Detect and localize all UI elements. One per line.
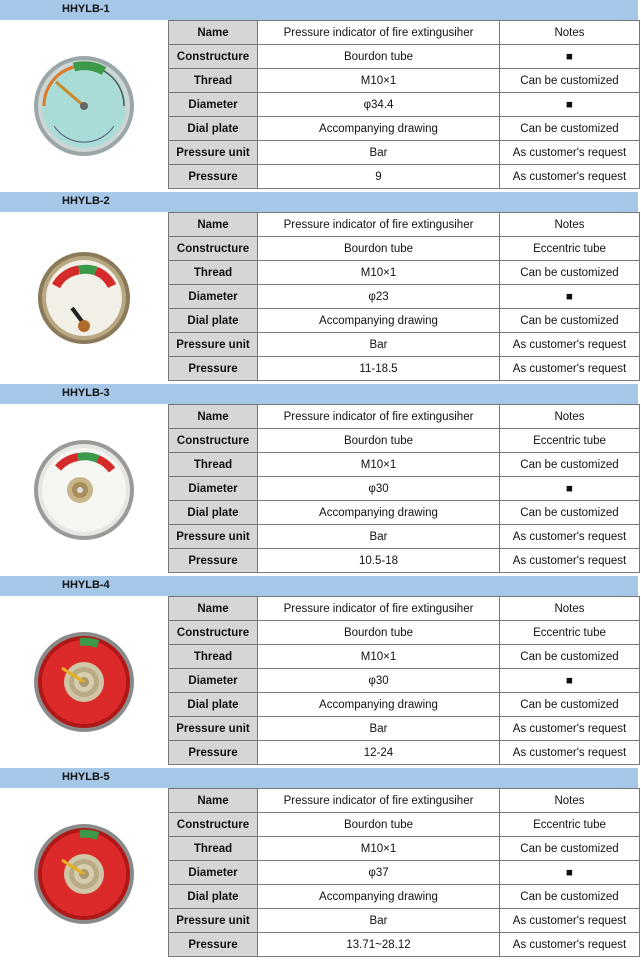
spec-note: As customer's request	[500, 717, 640, 741]
spec-label: Pressure unit	[169, 909, 258, 933]
spec-note: As customer's request	[500, 933, 640, 957]
gauge-icon	[0, 404, 168, 576]
spec-label: Pressure	[169, 933, 258, 957]
spec-table	[168, 788, 640, 957]
spec-label: Constructure	[169, 45, 258, 69]
spec-row	[169, 165, 640, 189]
model-title: HHYLB-1	[62, 3, 110, 15]
spec-value: φ34.4	[258, 93, 500, 117]
spec-value: Pressure indicator of fire extingusiher	[258, 789, 500, 813]
spec-note: Can be customized	[500, 453, 640, 477]
spec-label: Dial plate	[169, 117, 258, 141]
spec-value: Bar	[258, 717, 500, 741]
spec-label: Thread	[169, 261, 258, 285]
spec-label: Diameter	[169, 285, 258, 309]
model-title: HHYLB-2	[62, 195, 110, 207]
spec-label: Thread	[169, 69, 258, 93]
spec-label: Diameter	[169, 477, 258, 501]
spec-row	[169, 405, 640, 429]
spec-label: Diameter	[169, 93, 258, 117]
spec-row	[169, 549, 640, 573]
spec-row	[169, 237, 640, 261]
spec-value: 9	[258, 165, 500, 189]
spec-value: M10×1	[258, 645, 500, 669]
gauge-icon	[0, 788, 168, 960]
spec-note: ■	[500, 93, 640, 117]
section-header	[0, 768, 638, 788]
spec-label: Thread	[169, 837, 258, 861]
spec-row	[169, 885, 640, 909]
spec-note: ■	[500, 861, 640, 885]
spec-label: Pressure unit	[169, 717, 258, 741]
spec-row	[169, 93, 640, 117]
spec-value: 12-24	[258, 741, 500, 765]
spec-note: Can be customized	[500, 309, 640, 333]
spec-note: Can be customized	[500, 261, 640, 285]
spec-note: As customer's request	[500, 741, 640, 765]
spec-label: Constructure	[169, 621, 258, 645]
spec-label: Pressure	[169, 165, 258, 189]
spec-value: Accompanying drawing	[258, 885, 500, 909]
spec-note: Can be customized	[500, 117, 640, 141]
spec-note: Can be customized	[500, 693, 640, 717]
spec-note: As customer's request	[500, 549, 640, 573]
spec-note: Eccentric tube	[500, 621, 640, 645]
spec-label: Pressure	[169, 357, 258, 381]
spec-label: Diameter	[169, 861, 258, 885]
spec-row	[169, 309, 640, 333]
spec-label: Pressure	[169, 549, 258, 573]
spec-value: Accompanying drawing	[258, 309, 500, 333]
spec-value: Pressure indicator of fire extingusiher	[258, 21, 500, 45]
spec-note: Eccentric tube	[500, 429, 640, 453]
spec-note: As customer's request	[500, 525, 640, 549]
spec-label: Dial plate	[169, 693, 258, 717]
product-section	[0, 192, 641, 384]
gauge-icon	[0, 212, 168, 384]
section-header	[0, 192, 638, 212]
spec-value: Bar	[258, 525, 500, 549]
spec-note: ■	[500, 669, 640, 693]
spec-row	[169, 45, 640, 69]
spec-label: Constructure	[169, 813, 258, 837]
spec-row	[169, 741, 640, 765]
spec-note: ■	[500, 477, 640, 501]
spec-value: φ23	[258, 285, 500, 309]
spec-row	[169, 117, 640, 141]
spec-note: Can be customized	[500, 645, 640, 669]
spec-note: ■	[500, 45, 640, 69]
spec-value: 11-18.5	[258, 357, 500, 381]
gauge-photo	[0, 788, 168, 960]
spec-row	[169, 861, 640, 885]
spec-label: Name	[169, 597, 258, 621]
spec-note: As customer's request	[500, 333, 640, 357]
spec-label: Constructure	[169, 237, 258, 261]
spec-note: Can be customized	[500, 501, 640, 525]
spec-row	[169, 717, 640, 741]
spec-label: Dial plate	[169, 885, 258, 909]
spec-label: Pressure unit	[169, 333, 258, 357]
spec-value: Accompanying drawing	[258, 117, 500, 141]
spec-label: Name	[169, 789, 258, 813]
model-title: HHYLB-5	[62, 771, 110, 783]
spec-label: Pressure unit	[169, 141, 258, 165]
spec-value: φ30	[258, 669, 500, 693]
spec-table	[168, 404, 640, 573]
spec-value: Bourdon tube	[258, 429, 500, 453]
spec-value: Bourdon tube	[258, 621, 500, 645]
spec-value: Bar	[258, 909, 500, 933]
spec-row	[169, 453, 640, 477]
spec-table	[168, 596, 640, 765]
spec-value: Accompanying drawing	[258, 693, 500, 717]
spec-note: As customer's request	[500, 909, 640, 933]
spec-row	[169, 69, 640, 93]
spec-value: Pressure indicator of fire extingusiher	[258, 213, 500, 237]
spec-row	[169, 669, 640, 693]
spec-value: M10×1	[258, 261, 500, 285]
spec-row	[169, 285, 640, 309]
spec-label: Pressure	[169, 741, 258, 765]
spec-label: Name	[169, 21, 258, 45]
spec-note: As customer's request	[500, 141, 640, 165]
spec-row	[169, 357, 640, 381]
spec-value: Bourdon tube	[258, 237, 500, 261]
spec-note: Can be customized	[500, 69, 640, 93]
spec-value: Bar	[258, 141, 500, 165]
spec-value: Accompanying drawing	[258, 501, 500, 525]
spec-note: Notes	[500, 213, 640, 237]
spec-label: Diameter	[169, 669, 258, 693]
spec-value: Bourdon tube	[258, 813, 500, 837]
spec-row	[169, 213, 640, 237]
gauge-icon	[0, 20, 168, 192]
spec-row	[169, 21, 640, 45]
gauge-photo	[0, 20, 168, 192]
spec-note: Eccentric tube	[500, 237, 640, 261]
spec-value: φ30	[258, 477, 500, 501]
spec-note: Notes	[500, 789, 640, 813]
spec-note: As customer's request	[500, 357, 640, 381]
spec-row	[169, 789, 640, 813]
product-section	[0, 768, 641, 960]
spec-value: Bar	[258, 333, 500, 357]
spec-label: Thread	[169, 645, 258, 669]
spec-note: Notes	[500, 597, 640, 621]
spec-note: As customer's request	[500, 165, 640, 189]
spec-row	[169, 933, 640, 957]
spec-label: Pressure unit	[169, 525, 258, 549]
spec-row	[169, 429, 640, 453]
spec-label: Dial plate	[169, 501, 258, 525]
spec-note: Notes	[500, 405, 640, 429]
section-header	[0, 384, 638, 404]
spec-value: Pressure indicator of fire extingusiher	[258, 405, 500, 429]
spec-row	[169, 621, 640, 645]
spec-value: φ37	[258, 861, 500, 885]
spec-table	[168, 212, 640, 381]
spec-label: Dial plate	[169, 309, 258, 333]
gauge-photo	[0, 404, 168, 576]
spec-table	[168, 20, 640, 189]
spec-row	[169, 501, 640, 525]
section-header	[0, 576, 638, 596]
spec-row	[169, 525, 640, 549]
section-header	[0, 0, 638, 20]
spec-note: Notes	[500, 21, 640, 45]
spec-row	[169, 909, 640, 933]
spec-label: Thread	[169, 453, 258, 477]
spec-label: Constructure	[169, 429, 258, 453]
spec-row	[169, 597, 640, 621]
spec-row	[169, 261, 640, 285]
spec-row	[169, 813, 640, 837]
spec-note: Can be customized	[500, 837, 640, 861]
product-section	[0, 384, 641, 576]
spec-value: M10×1	[258, 453, 500, 477]
model-title: HHYLB-4	[62, 579, 110, 591]
spec-note: Can be customized	[500, 885, 640, 909]
gauge-photo	[0, 212, 168, 384]
spec-label: Name	[169, 405, 258, 429]
spec-value: M10×1	[258, 69, 500, 93]
spec-row	[169, 693, 640, 717]
gauge-icon	[0, 596, 168, 768]
spec-row	[169, 477, 640, 501]
spec-row	[169, 645, 640, 669]
spec-label: Name	[169, 213, 258, 237]
spec-value: 10.5-18	[258, 549, 500, 573]
spec-value: M10×1	[258, 837, 500, 861]
spec-note: ■	[500, 285, 640, 309]
spec-row	[169, 837, 640, 861]
spec-row	[169, 141, 640, 165]
product-section	[0, 0, 641, 192]
spec-value: 13.71~28.12	[258, 933, 500, 957]
product-section	[0, 576, 641, 768]
spec-value: Bourdon tube	[258, 45, 500, 69]
spec-note: Eccentric tube	[500, 813, 640, 837]
gauge-photo	[0, 596, 168, 768]
spec-row	[169, 333, 640, 357]
spec-value: Pressure indicator of fire extingusiher	[258, 597, 500, 621]
model-title: HHYLB-3	[62, 387, 110, 399]
